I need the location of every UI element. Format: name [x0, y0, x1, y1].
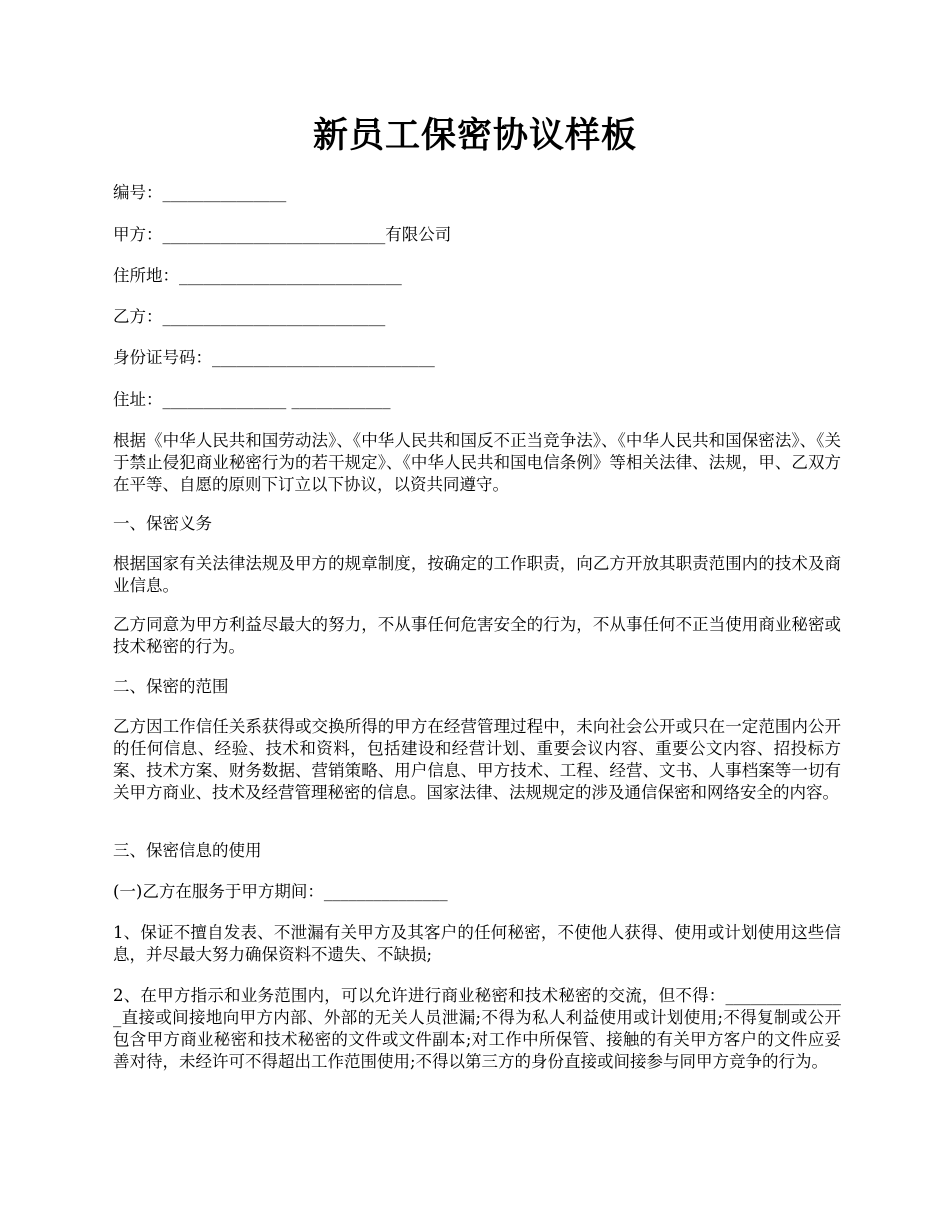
section3-item2-blank: _______________: [113, 986, 841, 1027]
section3-item-1: 1、保证不擅自发表、不泄漏有关甲方及其客户的任何秘密，不使他人获得、使用或计划使用这些信息，并尽最大努力确保资料不遗失、不缺损;: [113, 923, 841, 964]
field-party-a-suffix: 有限公司: [385, 225, 452, 244]
field-address-a-blank: ___________________________: [179, 266, 402, 285]
preamble-paragraph: 根据《中华人民共和国劳动法》、《中华人民共和国反不正当竞争法》、《中华人民共和国保密法》、《关于禁止侵犯商业秘密行为的若干规定》、《中华人民共和国电信条例》等相关法律、法规，甲、乙双方在平等、自愿的原则下订立以下协议，以资共同遵守。: [113, 431, 841, 494]
field-party-b: [113, 306, 843, 328]
section1-paragraph-2: 乙方同意为甲方利益尽最大的努力，不从事任何危害安全的行为，不从事任何不正当使用商业秘密或技术秘密的行为。: [113, 615, 841, 656]
field-address-b-blank2: ____________: [291, 390, 391, 409]
field-party-a-label: 甲方：: [113, 225, 163, 244]
section3-heading: 三、保密信息的使用: [113, 841, 262, 860]
section1-heading: 一、保密义务: [113, 514, 212, 533]
field-number-blank: _______________: [162, 183, 287, 202]
field-party-b-blank: ___________________________: [162, 307, 386, 326]
section3-sub1-label: (一)乙方在服务于甲方期间：: [113, 882, 324, 901]
field-address-b-blank1: _______________: [162, 390, 287, 409]
field-id-number-blank: ___________________________: [212, 348, 435, 367]
section3-sub1-blank: _______________: [323, 882, 448, 901]
field-number-label: 编号：: [113, 183, 163, 202]
field-party-a-blank: ___________________________: [162, 225, 386, 244]
field-number: [113, 182, 843, 204]
field-party-a: [113, 224, 843, 246]
section1-paragraph-1: 根据国家有关法律法规及甲方的规章制度，按确定的工作职责，向乙方开放其职责范围内的技术及商业信息。: [113, 554, 841, 595]
field-address-b: [113, 389, 843, 411]
section2-paragraph-1: 乙方因工作信任关系获得或交换所得的甲方在经营管理过程中，未向社会公开或只在一定范围内公开的任何信息、经验、技术和资料，包括建设和经营计划、重要会议内容、重要公文内容、招投标方案、技术方案、财务数据、营销策略、用户信息、甲方技术、工程、经营、文书、人事档案等一切有关甲方商业、技术及经营管理秘密的信息。国家法律、法规规定的涉及通信保密和网络安全的内容。: [113, 717, 841, 802]
section3-item-2: [113, 985, 841, 1073]
section3-item2-rest: 直接或间接地向甲方内部、外部的无关人员泄漏;不得为私人利益使用或计划使用;不得复制或公开包含甲方商业秘密和技术秘密的文件或文件副本;对工作中所保管、接触的有关甲方客户的文件应妥善对待，未经许可不得超出工作范围使用;不得以第三方的身份直接或间接参与同甲方竞争的行为。: [113, 1008, 841, 1071]
field-address-a-label: 住所地：: [113, 266, 179, 285]
document-title: 新员工保密协议样板: [312, 115, 637, 156]
section2-heading: 二、保密的范围: [113, 677, 229, 696]
field-address-b-label: 住址：: [113, 390, 163, 409]
field-address-a: [113, 265, 843, 287]
section3-subsection-1: [113, 881, 843, 903]
section3-item2-start: 2、在甲方指示和业务范围内，可以允许进行商业秘密和技术秘密的交流，但不得：: [113, 986, 726, 1005]
field-id-number: [113, 347, 843, 369]
field-id-number-label: 身份证号码：: [113, 348, 212, 367]
field-party-b-label: 乙方：: [113, 307, 163, 326]
